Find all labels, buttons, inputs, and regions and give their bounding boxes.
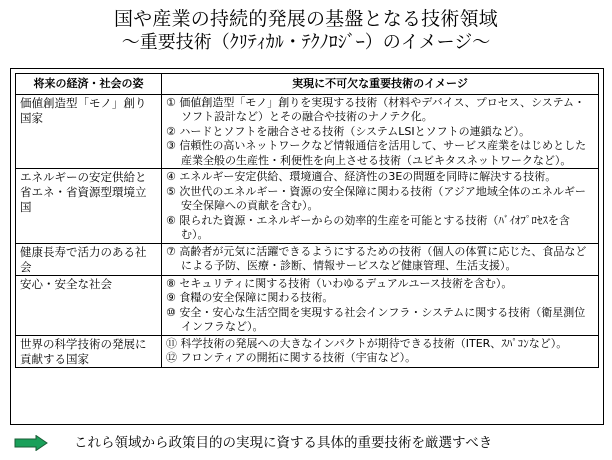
tech-item: ③ 信頼性の高いネットワークなど情報通信を活用して、サービス産業をはじめとした産業全般の生産性・利便性を向上させる技術（ユビキタスネットワークなど）。: [166, 139, 587, 167]
tech-item: ④ エネルギー安定供給、環境適合、経済性の3Eの問題を同時に解決する技術。: [166, 170, 557, 183]
row-topic: 健康長寿で活力のある社会: [16, 243, 162, 275]
column-header-key-technology: 実現に不可欠な重要技術のイメージ: [162, 74, 599, 95]
tech-item: ① 価値創造型「モノ」創りを実現する技術（材料やデバイス、プロセス、システム・ソフト設計など）とその融合や技術のナノテク化。: [166, 95, 586, 123]
column-header-future-society: 将来の経済・社会の姿: [16, 74, 162, 95]
right-arrow-icon: [14, 435, 48, 451]
table-row: [16, 243, 599, 275]
page-title: 国や産業の持続的発展の基盤となる技術領域: [113, 8, 498, 30]
tech-item: ② ハードとソフトを融合させる技術（システムLSIとソフトの連鎖など）。: [166, 124, 531, 138]
tech-item: ⑧ セキュリティに関する技術（いわゆるデュアルユース技術を含む）。: [166, 276, 513, 290]
table-row: [16, 94, 599, 169]
row-items: [162, 169, 599, 244]
row-items: [162, 335, 599, 367]
row-items: [162, 275, 599, 335]
tech-item: ⑥ 限られた資源・エネルギーからの効率的生産を可能とする技術（ﾊﾞｲｵﾌﾟﾛｾｽを含む）。: [166, 213, 570, 241]
tech-item: ⑦ 高齢者が元気に活躍できるようにするための技術（個人の体質に応じた、食品などによる予防、医療・診断、情報サービスなど健康管理、生活支援）。: [166, 244, 587, 272]
row-topic: エネルギーの安定供給と省エネ・省資源型環境立国: [16, 169, 162, 244]
tech-item: ⑨ 食糧の安全保障に関わる技術。: [166, 291, 334, 304]
table-header-row: [16, 74, 599, 95]
conclusion-footer: [14, 433, 604, 453]
conclusion-text: これら領域から政策目的の実現に資する具体的重要技術を厳選すべき: [74, 435, 493, 451]
row-topic: 安心・安全な社会: [16, 275, 162, 335]
row-topic: 世界の科学技術の発展に貢献する国家: [16, 335, 162, 367]
tech-item: ⑫ フロンティアの開拓に関する技術（宇宙など）。: [166, 351, 417, 364]
table-row: [16, 335, 599, 367]
tech-item: ⑤ 次世代のエネルギー・資源の安全保障に関わる技術（アジア地域全体のエネルギー安全保障への貢献を含む）。: [166, 184, 586, 212]
table-row: [16, 275, 599, 335]
tech-item: ⑪ 科学技術の発展への大きなインパクトが期待できる技術（ITER、ｽﾊﾟｺﾝなど）。: [166, 336, 568, 350]
row-items: [162, 243, 599, 275]
technology-table: [15, 73, 599, 368]
page-subtitle: ～重要技術（ｸﾘﾃｨｶﾙ・ﾃｸﾉﾛｼﾞｰ）のイメージ～: [121, 32, 491, 53]
row-topic: 価値創造型「モノ」創り国家: [16, 94, 162, 169]
row-items: [162, 94, 599, 169]
tech-item: ⑩ 安全・安心な生活空間を実現する社会インフラ・システムに関する技術（衛星測位インフラなど）。: [166, 305, 586, 333]
table-frame: [10, 68, 604, 425]
table-row: [16, 169, 599, 244]
